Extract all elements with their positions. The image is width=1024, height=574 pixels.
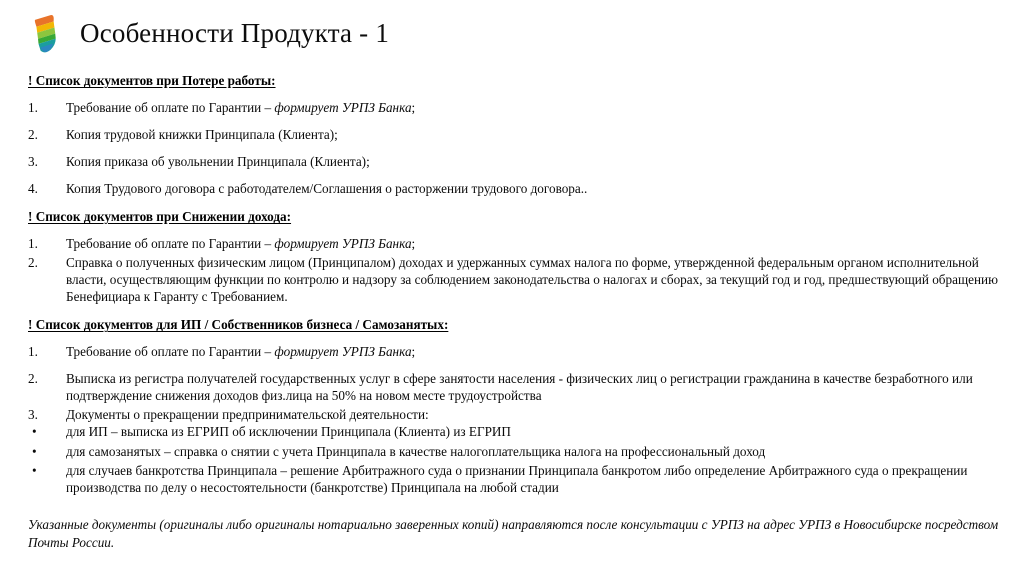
list-item [28, 443, 1002, 460]
text-lead: Требование об оплате по Гарантии – [66, 343, 275, 359]
list-item [28, 99, 1002, 116]
list-item [28, 423, 1002, 440]
list-item-text: для случаев банкротства Принципала – решение Арбитражного суда о признании Принципала банкротом либо определение Арбитражного суда о прекращении производства по делу о несостоятельности (банкротстве) Принципала на любой стадии [66, 462, 968, 495]
text-italic: формирует УРПЗ Банка [274, 343, 412, 359]
list-marker: 2. [28, 126, 38, 142]
section-header: ! Список документов при Потере работы: [28, 73, 276, 88]
list-marker: 1. [28, 99, 38, 115]
bullet-icon: • [32, 424, 37, 440]
document-list [28, 343, 1002, 424]
bullet-icon: • [32, 443, 37, 459]
list-item-text: Справка о полученных физическим лицом (Принципалом) доходах и удержанных суммах налога по форме, утвержденной федеральным органом исполнительной власти, осуществляющим функции по контролю и надзору за соблюдением законодательства о налогах и сборах, за текущий год и год, предшествующий обращению Бенефициара к Гаранту с Требованием. [66, 254, 998, 305]
list-marker: 3. [28, 153, 38, 169]
product-logo-icon [30, 14, 64, 54]
list-item-text: Копия приказа об увольнении Принципала (Клиента); [66, 153, 370, 169]
list-item-text: Выписка из регистра получателей государственных услуг в сфере занятости населения - физических лиц о регистрации гражданина в качестве безработного или подтверждение снижения доходов физ.лица на 50% на новом месте трудоустройства [66, 370, 973, 404]
list-item [28, 235, 1002, 252]
list-item-text [66, 99, 1002, 116]
list-item [28, 343, 1002, 360]
document-list [28, 235, 1002, 306]
text-tail: ; [411, 235, 416, 251]
document-sublist [28, 423, 1002, 496]
list-item [28, 180, 1002, 197]
list-item-text [66, 235, 1002, 252]
list-item-text: Копия трудовой книжки Принципала (Клиента); [66, 126, 338, 142]
section-ip-owners-selfemployed [28, 316, 1002, 496]
section-header: ! Список документов для ИП / Собственников бизнеса / Самозанятых: [28, 317, 449, 333]
list-item [28, 153, 1002, 170]
list-item [28, 462, 1002, 496]
slide-content [0, 56, 1024, 551]
list-item [28, 406, 1002, 423]
list-item [28, 126, 1002, 143]
list-item-text: для ИП – выписка из ЕГРИП об исключении Принципала (Клиента) из ЕГРИП [66, 424, 511, 440]
text-tail: ; [411, 99, 416, 115]
list-item [28, 370, 1002, 404]
section-income-reduction [28, 208, 1002, 305]
text-italic: формирует УРПЗ Банка [274, 235, 412, 251]
section-loss-of-job [28, 72, 1002, 197]
list-marker: 1. [28, 235, 38, 251]
text-tail: ; [411, 343, 416, 359]
list-item-text: Документы о прекращении предпринимательской деятельности: [66, 407, 429, 423]
list-item [28, 254, 1002, 305]
list-marker: 1. [28, 343, 38, 359]
footnote: Указанные документы (оригиналы либо оригиналы нотариально заверенных копий) направляются после консультации с УРПЗ на адрес УРПЗ в Новосибирске посредством Почты России. [28, 517, 999, 550]
list-item-text: для самозанятых – справка о снятии с учета Принципала в качестве налогоплательщика налога на профессиональный доход [66, 443, 766, 459]
list-marker: 3. [28, 407, 38, 423]
list-marker: 2. [28, 370, 38, 386]
section-header: ! Список документов при Снижении дохода: [28, 209, 292, 225]
list-item-text [66, 343, 1002, 360]
document-list [28, 99, 1002, 198]
text-italic: формирует УРПЗ Банка [274, 99, 412, 115]
text-lead: Требование об оплате по Гарантии – [66, 99, 275, 115]
text-lead: Требование об оплате по Гарантии – [66, 235, 275, 251]
slide-header [0, 0, 1024, 56]
page-title: Особенности Продукта - 1 [80, 18, 390, 49]
bullet-icon: • [32, 462, 37, 478]
list-item-text: Копия Трудового договора с работодателем/Соглашения о расторжении трудового договора.. [66, 180, 588, 196]
list-marker: 4. [28, 180, 38, 196]
list-marker: 2. [28, 254, 38, 270]
